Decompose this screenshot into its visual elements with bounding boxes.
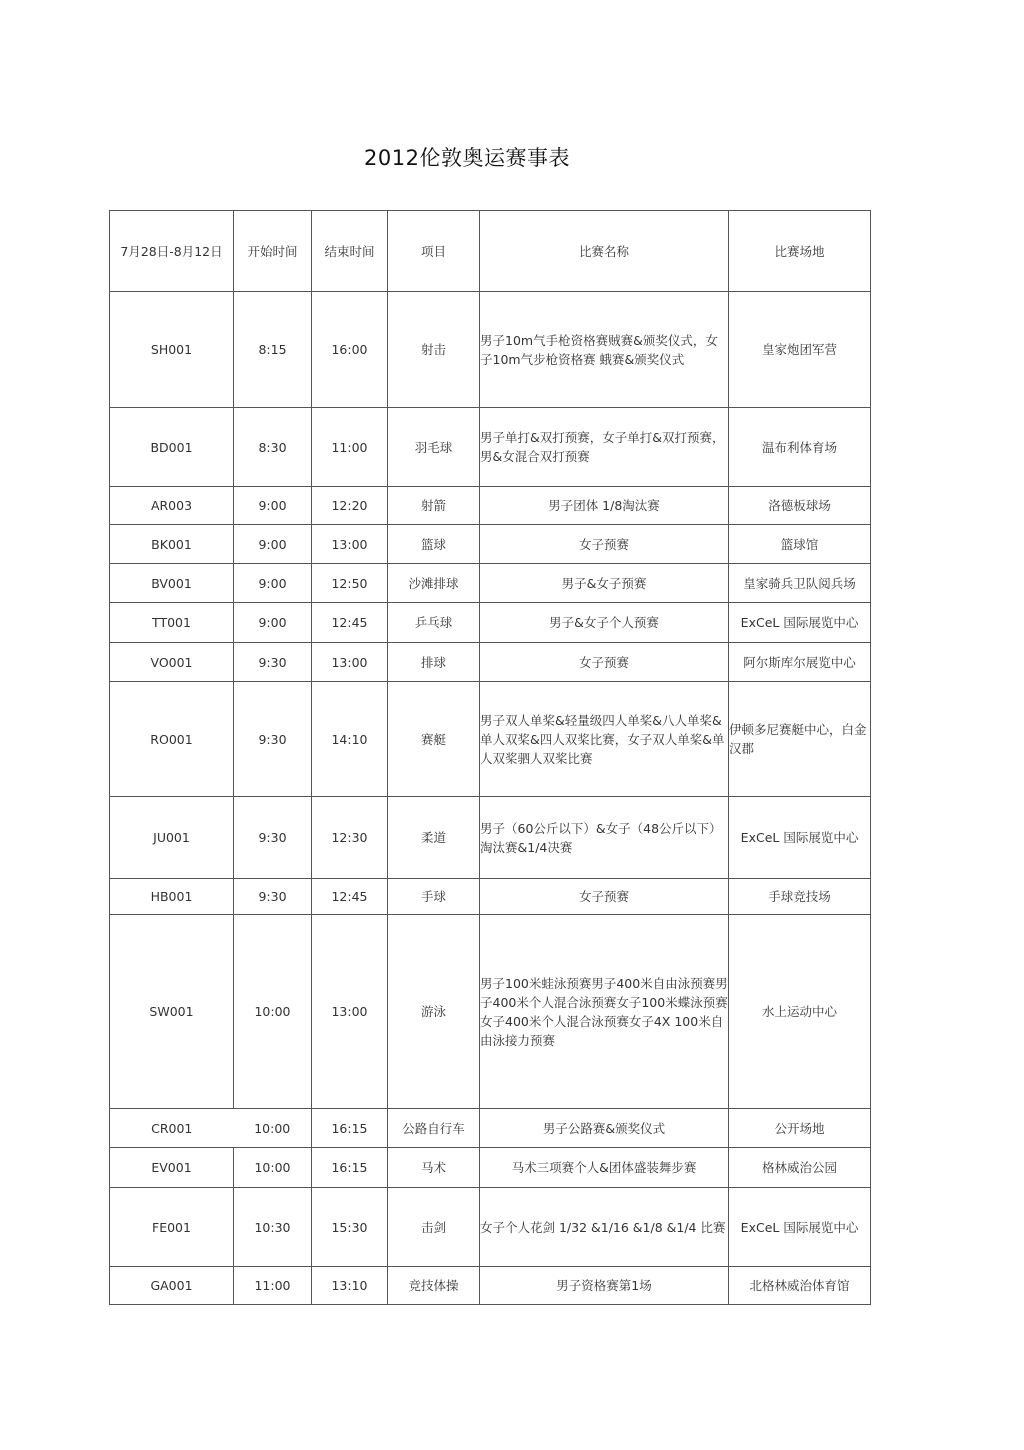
event-code: GA001 [110, 1267, 234, 1305]
table-row [110, 682, 871, 797]
start-time: 9:30 [234, 797, 312, 879]
event-code: SH001 [110, 292, 234, 408]
table-row [110, 797, 871, 879]
venue: 格林威治公园 [729, 1148, 871, 1188]
venue: 阿尔斯库尔展览中心 [729, 643, 871, 682]
end-time: 13:00 [312, 915, 388, 1109]
end-time: 13:00 [312, 525, 388, 564]
table-row [110, 643, 871, 682]
event-code: BV001 [110, 564, 234, 603]
event-name: 男子单打&双打预赛，女子单打&双打预赛，男&女混合双打预赛 [480, 408, 729, 487]
end-time: 12:20 [312, 487, 388, 525]
event-name: 女子预赛 [480, 643, 729, 682]
table-row [110, 1109, 871, 1148]
start-time: 9:00 [234, 487, 312, 525]
venue: 皇家炮团军营 [729, 292, 871, 408]
start-time: 9:00 [234, 564, 312, 603]
sport: 射击 [388, 292, 480, 408]
table-row [110, 1267, 871, 1305]
event-code: HB001 [110, 879, 234, 915]
end-time: 16:15 [312, 1148, 388, 1188]
end-time: 12:45 [312, 879, 388, 915]
start-time: 10:30 [234, 1188, 312, 1267]
sport: 游泳 [388, 915, 480, 1109]
header-start-time: 开始时间 [234, 211, 312, 292]
sport: 沙滩排球 [388, 564, 480, 603]
page-title: 2012伦敦奥运赛事表 [364, 146, 570, 170]
start-time: 9:00 [234, 525, 312, 564]
table-row [110, 879, 871, 915]
table-row [110, 1148, 871, 1188]
header-row [110, 211, 871, 292]
sport: 手球 [388, 879, 480, 915]
event-name: 男子100米蛙泳预赛男子400米自由泳预赛男子400米个人混合泳预赛女子100米蝶泳预赛女子400米个人混合泳预赛女子4X 100米自由泳接力预赛 [480, 915, 729, 1109]
event-name: 男子团体 1/8淘汰赛 [480, 487, 729, 525]
end-time: 16:15 [312, 1109, 388, 1148]
event-code: JU001 [110, 797, 234, 879]
start-time: 10:00 [234, 1109, 312, 1148]
end-time: 11:00 [312, 408, 388, 487]
event-code: BK001 [110, 525, 234, 564]
event-name: 男子公路赛&颁奖仪式 [480, 1109, 729, 1148]
event-code: CR001 [110, 1109, 234, 1148]
event-code: AR003 [110, 487, 234, 525]
start-time: 8:30 [234, 408, 312, 487]
schedule-table [109, 210, 871, 1305]
venue: 公开场地 [729, 1109, 871, 1148]
event-code: VO001 [110, 643, 234, 682]
sport: 柔道 [388, 797, 480, 879]
header-end-time: 结束时间 [312, 211, 388, 292]
venue: ExCeL 国际展览中心 [729, 1188, 871, 1267]
event-code: TT001 [110, 603, 234, 643]
venue: 温布利体育场 [729, 408, 871, 487]
sport: 击剑 [388, 1188, 480, 1267]
table-row [110, 292, 871, 408]
end-time: 12:50 [312, 564, 388, 603]
start-time: 10:00 [234, 915, 312, 1109]
end-time: 13:00 [312, 643, 388, 682]
venue: 皇家骑兵卫队阅兵场 [729, 564, 871, 603]
start-time: 8:15 [234, 292, 312, 408]
event-name: 男子&女子预赛 [480, 564, 729, 603]
sport: 赛艇 [388, 682, 480, 797]
sport: 公路自行车 [388, 1109, 480, 1148]
event-name: 男子资格赛第1场 [480, 1267, 729, 1305]
table-row [110, 1188, 871, 1267]
sport: 乒乓球 [388, 603, 480, 643]
start-time: 11:00 [234, 1267, 312, 1305]
sport: 马术 [388, 1148, 480, 1188]
event-code: EV001 [110, 1148, 234, 1188]
event-name: 马术三项赛个人&团体盛装舞步赛 [480, 1148, 729, 1188]
event-name: 男子双人单桨&轻量级四人单桨&八人单桨&单人双桨&四人双桨比赛，女子双人单桨&单人双桨驷人双桨比赛 [480, 682, 729, 797]
venue: 洛德板球场 [729, 487, 871, 525]
table-row [110, 915, 871, 1109]
end-time: 15:30 [312, 1188, 388, 1267]
venue: ExCeL 国际展览中心 [729, 797, 871, 879]
event-name: 男子10m气手枪资格赛贼赛&颁奖仪式，女子10m气步枪资格赛 蛾赛&颁奖仪式 [480, 292, 729, 408]
start-time: 9:00 [234, 603, 312, 643]
event-code: RO001 [110, 682, 234, 797]
venue: 伊顿多尼赛艇中心，白金汉郡 [729, 682, 871, 797]
sport: 羽毛球 [388, 408, 480, 487]
event-code: FE001 [110, 1188, 234, 1267]
start-time: 9:30 [234, 682, 312, 797]
venue: ExCeL 国际展览中心 [729, 603, 871, 643]
event-code: BD001 [110, 408, 234, 487]
venue: 水上运动中心 [729, 915, 871, 1109]
venue: 北格林威治体育馆 [729, 1267, 871, 1305]
header-venue: 比赛场地 [729, 211, 871, 292]
event-name: 女子预赛 [480, 879, 729, 915]
venue: 篮球馆 [729, 525, 871, 564]
table-row [110, 487, 871, 525]
end-time: 14:10 [312, 682, 388, 797]
table-row [110, 564, 871, 603]
table-row [110, 603, 871, 643]
table-row [110, 408, 871, 487]
event-name: 男子&女子个人预赛 [480, 603, 729, 643]
end-time: 12:30 [312, 797, 388, 879]
sport: 篮球 [388, 525, 480, 564]
table-row [110, 525, 871, 564]
event-name: 男子（60公斤以下）&女子（48公斤以下）淘汰赛&1/4决赛 [480, 797, 729, 879]
event-code: SW001 [110, 915, 234, 1109]
sport: 竞技体操 [388, 1267, 480, 1305]
sport: 射箭 [388, 487, 480, 525]
end-time: 16:00 [312, 292, 388, 408]
header-event-name: 比赛名称 [480, 211, 729, 292]
event-name: 女子预赛 [480, 525, 729, 564]
header-date-range: 7月28日-8月12日 [110, 211, 234, 292]
end-time: 12:45 [312, 603, 388, 643]
header-sport: 项目 [388, 211, 480, 292]
sport: 排球 [388, 643, 480, 682]
start-time: 9:30 [234, 879, 312, 915]
end-time: 13:10 [312, 1267, 388, 1305]
venue: 手球竞技场 [729, 879, 871, 915]
start-time: 9:30 [234, 643, 312, 682]
event-name: 女子个人花剑 1/32 &1/16 &1/8 &1/4 比赛 [480, 1188, 729, 1267]
start-time: 10:00 [234, 1148, 312, 1188]
